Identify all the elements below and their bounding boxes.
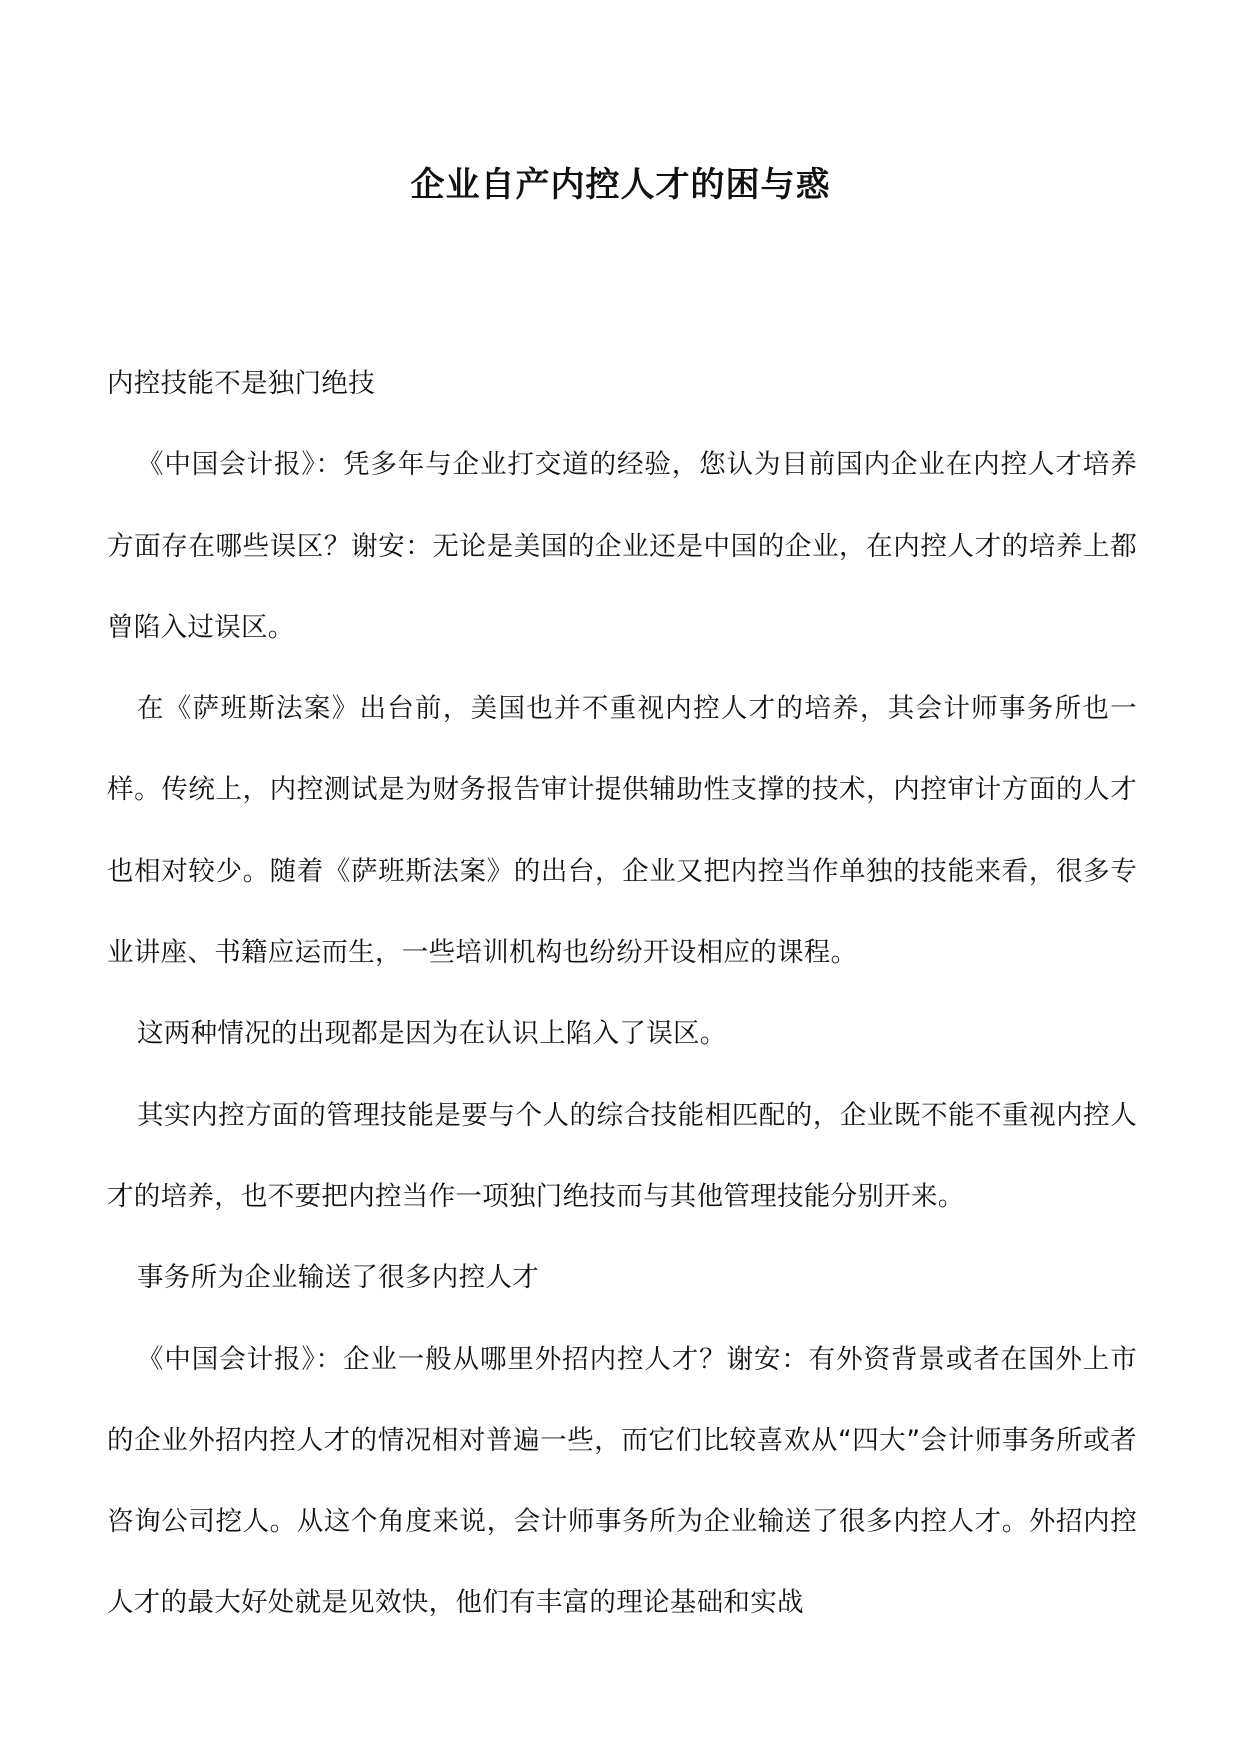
body-paragraph: 事务所为企业输送了很多内控人才 <box>137 1262 539 1294</box>
document-body <box>107 343 1137 1644</box>
section-heading: 内控技能不是独门绝技 <box>107 368 375 399</box>
body-paragraph: 这两种情况的出现都是因为在认识上陷入了误区。 <box>137 1018 727 1050</box>
body-paragraph: 在《萨班斯法案》出台前，美国也并不重视内控人才的培养，其会计师事务所也一样。传统上，内控测试是为财务报告审计提供辅助性支撑的技术，内控审计方面的人才也相对较少。随着《萨班斯法案》的出台，企业又把内控当作单独的技能来看，很多专业讲座、书籍应运而生，一些培训机构也纷纷开设相应的课程。 <box>107 693 1137 969</box>
body-paragraph: 《中国会计报》：凭多年与企业打交道的经验，您认为目前国内企业在内控人才培养方面存在哪些误区？谢安：无论是美国的企业还是中国的企业，在内控人才的培养上都曾陷入过误区。 <box>107 449 1137 643</box>
document-title: 企业自产内控人才的困与惑 <box>410 165 831 205</box>
body-paragraph: 《中国会计报》：企业一般从哪里外招内控人才？谢安：有外资背景或者在国外上市的企业外招内控人才的情况相对普遍一些，而它们比较喜欢从“四大”会计师事务所或者咨询公司挖人。从这个角度来说，会计师事务所为企业输送了很多内控人才。外招内控人才的最大好处就是见效快，他们有丰富的理论基础和实战 <box>107 1343 1137 1619</box>
body-paragraph: 其实内控方面的管理技能是要与个人的综合技能相匹配的，企业既不能不重视内控人才的培养，也不要把内控当作一项独门绝技而与其他管理技能分别开来。 <box>107 1099 1137 1212</box>
